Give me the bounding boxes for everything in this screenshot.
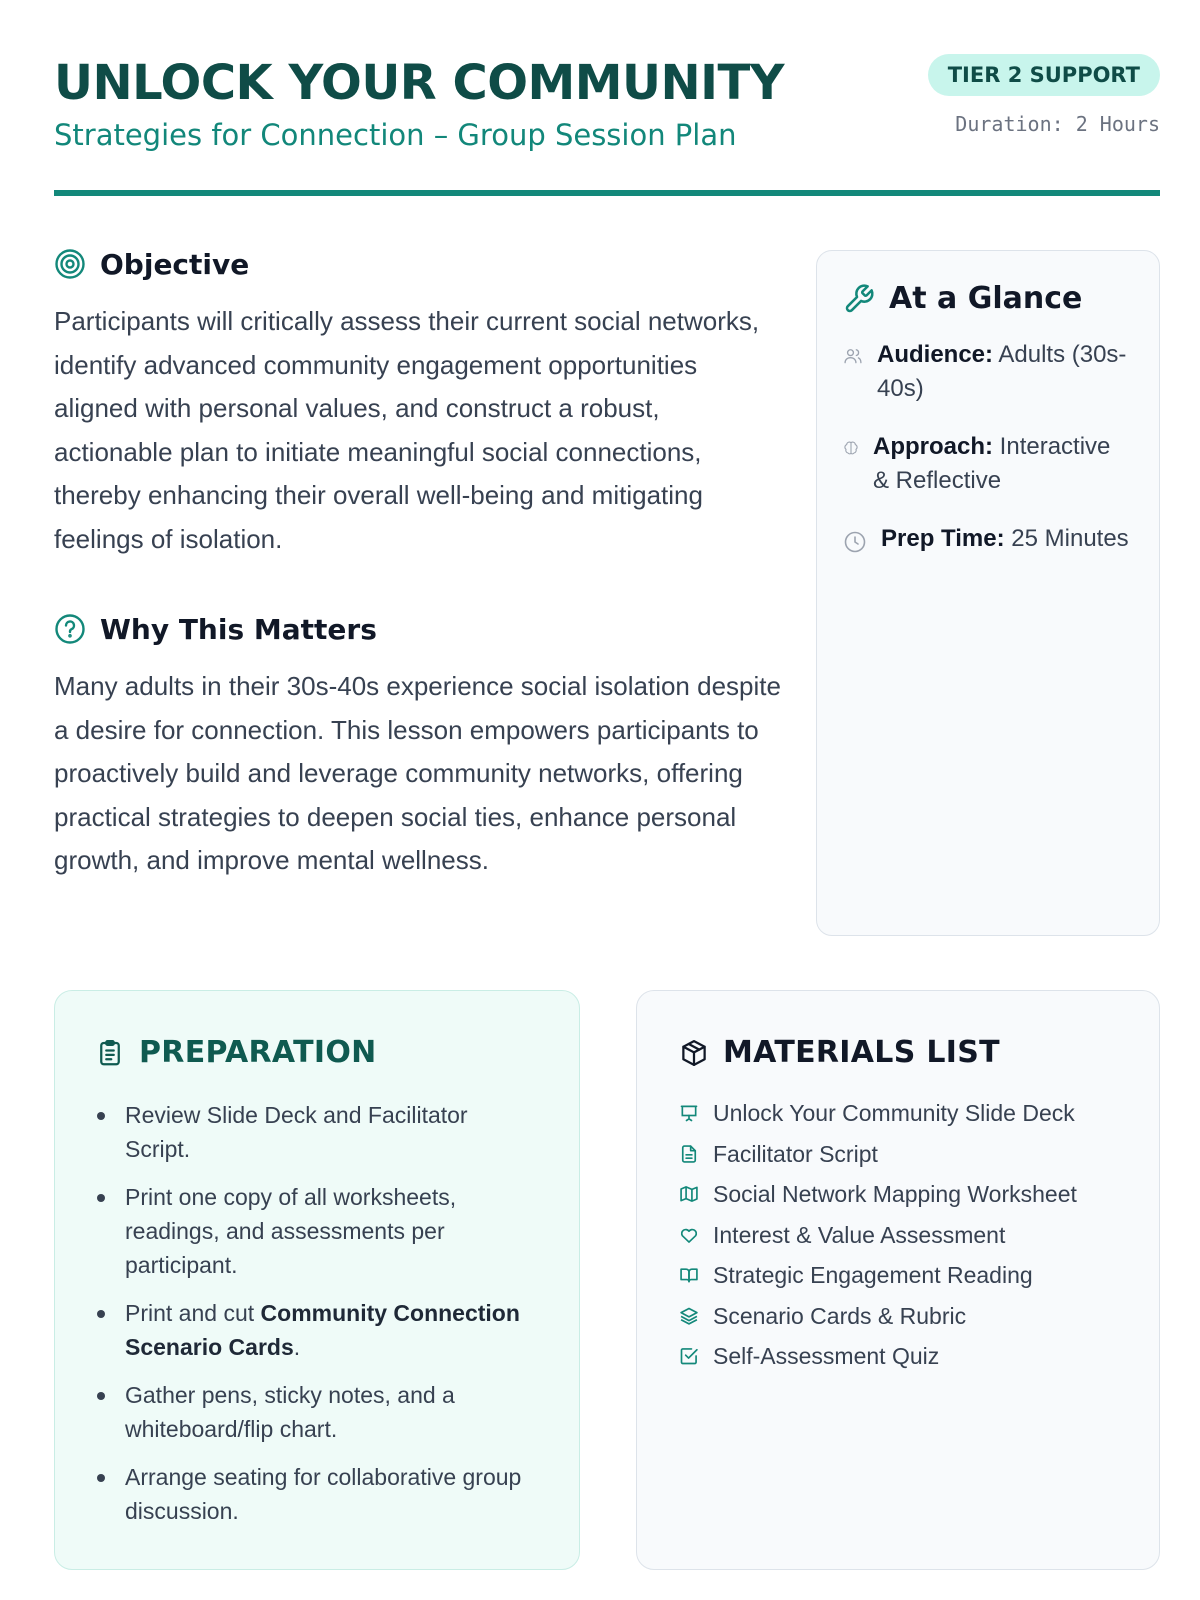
glance-approach xyxy=(843,430,1133,498)
prep-time-value: 25 Minutes xyxy=(1011,525,1129,552)
objective-heading xyxy=(54,244,784,284)
layers-icon xyxy=(679,1306,699,1326)
objective-text: Participants will critically assess their current social networks, identify advanced community engagement opportunities aligned with personal values, and construct a robust, actionable plan to initiate meaningful social connections, thereby enhancing their overall well-being and mitigating feelings of isolation. xyxy=(54,306,760,554)
glance-audience xyxy=(843,338,1133,406)
box-icon xyxy=(679,1038,709,1068)
materials-card xyxy=(636,990,1160,1570)
glance-heading xyxy=(843,281,1133,316)
material-text: Facilitator Script xyxy=(713,1140,878,1167)
material-text: Self-Assessment Quiz xyxy=(713,1343,940,1369)
materials-heading-text: MATERIALS LIST xyxy=(723,1035,1000,1070)
glance-heading-text: At a Glance xyxy=(889,281,1083,316)
preparation-heading xyxy=(95,1035,539,1070)
heart-icon xyxy=(679,1225,699,1245)
wrench-icon xyxy=(843,283,875,315)
clipboard-icon xyxy=(95,1038,125,1068)
approach-label: Approach: xyxy=(873,433,993,460)
list-item xyxy=(679,1098,1117,1128)
brain-icon xyxy=(843,438,859,458)
item-text-end: . xyxy=(293,1334,301,1360)
material-text: Interest & Value Assessment xyxy=(713,1221,1006,1248)
document-icon xyxy=(679,1144,699,1164)
page-header xyxy=(54,50,1160,196)
why-section xyxy=(54,609,784,883)
materials-list xyxy=(679,1098,1117,1371)
material-text: Social Network Mapping Worksheet xyxy=(713,1181,1077,1207)
item-text: Print and cut xyxy=(125,1300,261,1326)
objective-section xyxy=(54,244,784,561)
material-text: Strategic Engagement Reading xyxy=(713,1262,1033,1288)
why-text: Many adults in their 30s-40s experience social isolation despite a desire for connection. This lesson empowers participants to proactively build and leverage community networks, offering practical strategies to deepen social ties, enhance personal growth, and improve mental wellness. xyxy=(54,671,781,875)
map-icon xyxy=(679,1184,699,1204)
list-item: Print one copy of all worksheets, readings, and assessments per participant. xyxy=(95,1180,539,1282)
question-circle-icon xyxy=(54,613,86,645)
at-a-glance-card xyxy=(816,250,1160,936)
presentation-icon xyxy=(679,1103,699,1123)
duration-label: Duration: 2 Hours xyxy=(955,112,1160,136)
why-heading-text: Why This Matters xyxy=(100,612,377,646)
clock-icon xyxy=(843,530,867,554)
preparation-card xyxy=(54,990,580,1570)
glance-prep-time xyxy=(843,522,1133,556)
list-item: Review Slide Deck and Facilitator Script. xyxy=(95,1098,539,1166)
list-item xyxy=(679,1220,1117,1250)
list-item xyxy=(679,1139,1117,1169)
preparation-list xyxy=(95,1098,539,1528)
list-item: Gather pens, sticky notes, and a whiteboard/flip chart. xyxy=(95,1378,539,1446)
main-content xyxy=(54,244,784,883)
page-title: UNLOCK YOUR COMMUNITY xyxy=(54,55,785,111)
list-item xyxy=(679,1341,1117,1371)
users-icon xyxy=(843,346,863,366)
prep-time-label: Prep Time: xyxy=(881,525,1005,552)
book-open-icon xyxy=(679,1265,699,1285)
list-item xyxy=(95,1296,539,1364)
approach-value: Interactive & Reflective xyxy=(873,433,1111,494)
objective-heading-text: Objective xyxy=(100,247,250,281)
tier-badge: TIER 2 SUPPORT xyxy=(928,54,1160,96)
item-bold-text: Community Connection Scenario Cards xyxy=(125,1300,520,1360)
why-heading xyxy=(54,609,784,649)
preparation-heading-text: PREPARATION xyxy=(139,1035,377,1070)
material-text: Scenario Cards & Rubric xyxy=(713,1302,967,1329)
list-item xyxy=(679,1260,1117,1290)
checkbox-icon xyxy=(679,1346,699,1366)
materials-heading xyxy=(679,1035,1117,1070)
audience-label: Audience: xyxy=(877,341,994,368)
target-icon xyxy=(54,248,86,280)
list-item: Arrange seating for collaborative group discussion. xyxy=(95,1460,539,1528)
list-item xyxy=(679,1301,1117,1331)
page-subtitle: Strategies for Connection – Group Session Plan xyxy=(54,118,737,152)
list-item xyxy=(679,1179,1117,1209)
material-text: Unlock Your Community Slide Deck xyxy=(713,1100,1075,1126)
audience-value: Adults (30s-40s) xyxy=(877,341,1127,402)
